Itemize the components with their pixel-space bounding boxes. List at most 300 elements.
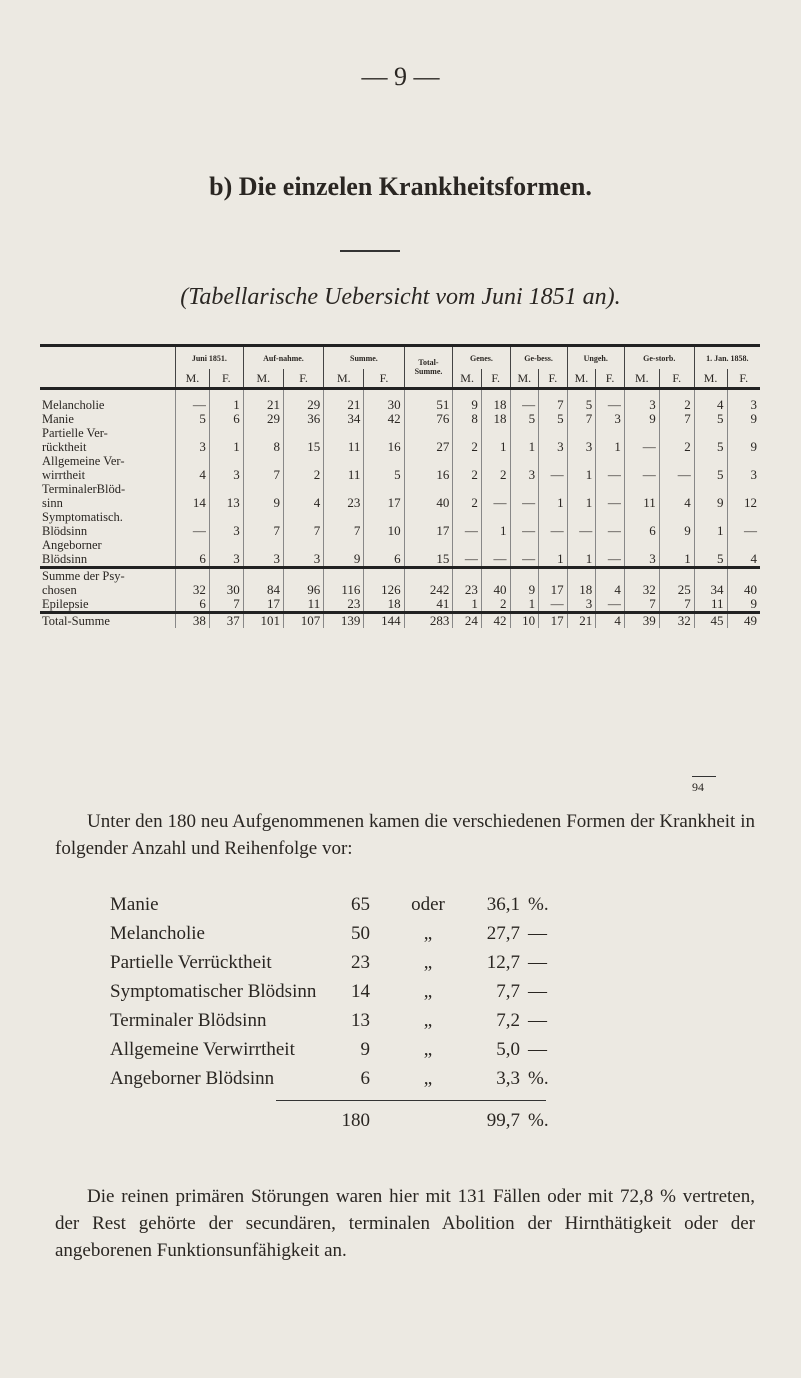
- table-cell: 7: [539, 389, 568, 413]
- table-cell: 2: [453, 440, 482, 454]
- table-cell: —: [727, 524, 760, 538]
- table-cell: [243, 568, 283, 584]
- group-header: Ge-storb.: [624, 346, 694, 370]
- table-cell: 2: [659, 389, 694, 413]
- table-cell: 18: [567, 583, 596, 597]
- form-name: Terminaler Blödsinn: [110, 1010, 267, 1031]
- form-name: Allgemeine Verwirrtheit: [110, 1039, 295, 1060]
- table-cell: —: [453, 552, 482, 568]
- table-cell: 1: [567, 468, 596, 482]
- table-cell: [324, 482, 364, 496]
- table-cell: 84: [243, 583, 283, 597]
- table-cell: [659, 426, 694, 440]
- table-cell: 9: [624, 412, 659, 426]
- table-cell: [243, 482, 283, 496]
- sex-header: M.: [243, 369, 283, 389]
- table-cell: 2: [481, 597, 510, 613]
- table-cell: 21: [243, 389, 283, 413]
- group-header: Ge-bess.: [510, 346, 567, 370]
- table-cell: [453, 454, 482, 468]
- group-header: Auf-nahme.: [243, 346, 323, 370]
- table-cell: [567, 482, 596, 496]
- table-cell: —: [567, 524, 596, 538]
- table-cell: 11: [283, 597, 323, 613]
- sex-header: M.: [453, 369, 482, 389]
- table-cell: 9: [324, 552, 364, 568]
- table-row: [40, 440, 760, 454]
- table-group-header: [40, 346, 760, 370]
- table-cell: [539, 568, 568, 584]
- table-cell: 4: [596, 613, 625, 629]
- table-cell: —: [510, 552, 539, 568]
- row-label: Angeborner: [42, 538, 102, 552]
- group-header: 1. Jan. 1858.: [694, 346, 760, 370]
- table-cell: 32: [176, 583, 210, 597]
- table-cell: 9: [694, 496, 727, 510]
- table-cell: [727, 482, 760, 496]
- table-cell: 5: [510, 412, 539, 426]
- table-cell: 8: [243, 440, 283, 454]
- table-cell: [176, 568, 210, 584]
- unit-mark: —: [528, 1010, 547, 1031]
- form-name: Symptomatischer Blödsinn: [110, 981, 317, 1002]
- table-cell: [283, 454, 323, 468]
- total-percent: 99,7: [486, 1110, 520, 1131]
- table-row: [40, 613, 760, 629]
- table-cell: 7: [659, 412, 694, 426]
- table-cell: [453, 538, 482, 552]
- total-unit: %.: [528, 1110, 549, 1131]
- case-count: 50: [351, 923, 370, 944]
- form-name: Angeborner Blödsinn: [110, 1068, 275, 1089]
- table-cell: 40: [727, 583, 760, 597]
- row-label: Summe der Psy-: [40, 568, 176, 584]
- table-cell: 1: [481, 440, 510, 454]
- connector: oder: [411, 894, 445, 915]
- table-cell: [539, 482, 568, 496]
- table-cell: [176, 538, 210, 552]
- table-cell: [659, 482, 694, 496]
- table-cell: [243, 454, 283, 468]
- table-cell: 12: [727, 496, 760, 510]
- table-cell: 25: [659, 583, 694, 597]
- table-cell: [624, 454, 659, 468]
- group-header: Summe.: [324, 346, 404, 370]
- table-cell: 9: [510, 583, 539, 597]
- table-cell: [727, 510, 760, 524]
- table-cell: 18: [481, 389, 510, 413]
- table-cell: 5: [364, 468, 404, 482]
- table-cell: 1: [694, 524, 727, 538]
- table-cell: [659, 454, 694, 468]
- table-row: [40, 583, 760, 597]
- table-cell: [243, 426, 283, 440]
- table-cell: 51: [404, 389, 453, 413]
- table-cell: [596, 426, 625, 440]
- table-cell: 3: [567, 440, 596, 454]
- percent-value: 3,3: [496, 1068, 520, 1089]
- table-cell: 2: [453, 496, 482, 510]
- table-body: [40, 389, 760, 629]
- table-cell: 7: [243, 468, 283, 482]
- table-row: [40, 510, 760, 524]
- unit-mark: %.: [528, 894, 549, 915]
- case-count: 14: [351, 981, 370, 1002]
- table-cell: 16: [364, 440, 404, 454]
- footnote-value: 94: [692, 780, 704, 794]
- table-cell: [176, 482, 210, 496]
- table-cell: 18: [364, 597, 404, 613]
- table-cell: 18: [481, 412, 510, 426]
- table-cell: [324, 538, 364, 552]
- table-cell: —: [510, 389, 539, 413]
- case-count: 9: [360, 1039, 370, 1060]
- table-cell: 3: [567, 597, 596, 613]
- table-cell: [510, 454, 539, 468]
- table-cell: 17: [364, 496, 404, 510]
- table-cell: 5: [694, 412, 727, 426]
- table-cell: —: [539, 468, 568, 482]
- table-cell: [510, 568, 539, 584]
- row-label: Blödsinn: [42, 524, 88, 538]
- divider-rule: [340, 250, 400, 252]
- table-cell: 29: [243, 412, 283, 426]
- table-cell: [539, 454, 568, 468]
- table-cell: [596, 510, 625, 524]
- table-cell: [176, 510, 210, 524]
- unit-mark: %.: [528, 1068, 549, 1089]
- table-cell: 9: [727, 597, 760, 613]
- table-cell: 21: [567, 613, 596, 629]
- table-cell: [176, 454, 210, 468]
- table-cell: 40: [404, 496, 453, 510]
- percent-value: 7,2: [496, 1010, 520, 1031]
- incidence-row: [110, 890, 670, 919]
- table-cell: [694, 510, 727, 524]
- table-cell: 6: [209, 412, 243, 426]
- table-cell: 7: [659, 597, 694, 613]
- statistics-table-wrapper: [40, 344, 760, 628]
- table-cell: —: [453, 524, 482, 538]
- table-cell: 7: [324, 524, 364, 538]
- table-cell: 1: [567, 552, 596, 568]
- sex-header: F.: [209, 369, 243, 389]
- connector: „: [423, 952, 433, 973]
- table-cell: 4: [176, 468, 210, 482]
- table-cell: [694, 426, 727, 440]
- table-cell: [481, 568, 510, 584]
- table-cell: 17: [404, 524, 453, 538]
- table-cell: 76: [404, 412, 453, 426]
- table-cell: [453, 568, 482, 584]
- table-cell: 3: [624, 389, 659, 413]
- table-cell: 3: [727, 389, 760, 413]
- table-cell: —: [510, 524, 539, 538]
- row-label: sinn: [42, 496, 63, 510]
- table-cell: 30: [209, 583, 243, 597]
- table-cell: 3: [596, 412, 625, 426]
- table-cell: 96: [283, 583, 323, 597]
- table-cell: 5: [567, 389, 596, 413]
- sex-header: M.: [694, 369, 727, 389]
- table-cell: [539, 510, 568, 524]
- table-cell: 37: [209, 613, 243, 629]
- table-cell: [364, 482, 404, 496]
- incidence-row: [110, 948, 670, 977]
- table-cell: [596, 538, 625, 552]
- table-cell: [404, 482, 453, 496]
- table-row: [40, 389, 760, 413]
- table-cell: 14: [176, 496, 210, 510]
- table-cell: [209, 454, 243, 468]
- percent-value: 27,7: [486, 923, 520, 944]
- table-cell: 11: [324, 440, 364, 454]
- table-cell: 6: [176, 552, 210, 568]
- statistics-table: [40, 344, 760, 628]
- table-cell: 6: [364, 552, 404, 568]
- table-row: [40, 426, 760, 440]
- row-label: wirrtheit: [42, 468, 86, 482]
- table-cell: —: [596, 552, 625, 568]
- table-cell: [624, 538, 659, 552]
- table-cell: 40: [481, 583, 510, 597]
- table-cell: [209, 538, 243, 552]
- connector: „: [423, 1010, 433, 1031]
- table-cell: 3: [510, 468, 539, 482]
- table-cell: 30: [364, 389, 404, 413]
- table-cell: [567, 568, 596, 584]
- table-cell: [694, 482, 727, 496]
- table-cell: 7: [243, 524, 283, 538]
- table-cell: 3: [283, 552, 323, 568]
- table-cell: [283, 510, 323, 524]
- table-cell: 45: [694, 613, 727, 629]
- sex-header: F.: [539, 369, 568, 389]
- table-cell: —: [596, 524, 625, 538]
- table-cell: 1: [453, 597, 482, 613]
- connector: „: [423, 1039, 433, 1060]
- sex-header: M.: [567, 369, 596, 389]
- table-cell: —: [539, 597, 568, 613]
- table-cell: 9: [727, 440, 760, 454]
- table-cell: 4: [727, 552, 760, 568]
- table-cell: 10: [510, 613, 539, 629]
- table-cell: 34: [694, 583, 727, 597]
- table-cell: 13: [209, 496, 243, 510]
- row-label: chosen: [42, 583, 77, 597]
- sex-header: M.: [510, 369, 539, 389]
- group-header: Juni 1851.: [176, 346, 244, 370]
- sex-header: F.: [596, 369, 625, 389]
- table-cell: 3: [539, 440, 568, 454]
- table-cell: 23: [453, 583, 482, 597]
- group-header: Total-Summe.: [404, 346, 453, 389]
- case-count: 6: [360, 1068, 370, 1089]
- table-cell: 3: [209, 552, 243, 568]
- incidence-row: [110, 1035, 670, 1064]
- incidence-total-row: [110, 1106, 670, 1135]
- table-cell: —: [596, 468, 625, 482]
- row-label: TerminalerBlöd-: [42, 482, 126, 496]
- table-cell: [283, 538, 323, 552]
- row-label: Blödsinn: [42, 552, 88, 566]
- sex-header: F.: [364, 369, 404, 389]
- table-cell: —: [176, 389, 210, 413]
- table-cell: [624, 426, 659, 440]
- table-cell: 139: [324, 613, 364, 629]
- table-cell: 15: [404, 552, 453, 568]
- table-cell: 49: [727, 613, 760, 629]
- table-cell: [481, 538, 510, 552]
- table-cell: [510, 538, 539, 552]
- table-cell: [283, 482, 323, 496]
- table-cell: [404, 426, 453, 440]
- form-name: Manie: [110, 894, 159, 915]
- table-cell: 24: [453, 613, 482, 629]
- table-cell: 5: [694, 468, 727, 482]
- table-cell: 10: [364, 524, 404, 538]
- table-cell: [596, 568, 625, 584]
- table-cell: —: [481, 552, 510, 568]
- table-cell: 8: [453, 412, 482, 426]
- table-cell: [510, 482, 539, 496]
- table-cell: [283, 426, 323, 440]
- table-cell: 144: [364, 613, 404, 629]
- table-cell: 3: [624, 552, 659, 568]
- table-cell: [243, 510, 283, 524]
- table-cell: 27: [404, 440, 453, 454]
- table-row: [40, 552, 760, 568]
- connector: „: [423, 1068, 433, 1089]
- table-cell: —: [596, 389, 625, 413]
- table-cell: 7: [624, 597, 659, 613]
- table-cell: [481, 482, 510, 496]
- table-cell: 3: [209, 524, 243, 538]
- table-cell: 38: [176, 613, 210, 629]
- table-cell: 1: [567, 496, 596, 510]
- table-cell: [539, 426, 568, 440]
- table-cell: 15: [283, 440, 323, 454]
- table-cell: [481, 426, 510, 440]
- table-cell: 1: [481, 524, 510, 538]
- table-cell: 9: [659, 524, 694, 538]
- unit-mark: —: [528, 952, 547, 973]
- table-cell: [567, 538, 596, 552]
- table-cell: 39: [624, 613, 659, 629]
- table-cell: [404, 510, 453, 524]
- table-cell: 1: [659, 552, 694, 568]
- label-column-header: [40, 346, 176, 370]
- table-cell: [567, 510, 596, 524]
- table-cell: [364, 568, 404, 584]
- table-cell: [727, 538, 760, 552]
- connector: „: [423, 981, 433, 1002]
- table-cell: [404, 454, 453, 468]
- table-cell: [727, 568, 760, 584]
- table-cell: [624, 482, 659, 496]
- case-count: 65: [351, 894, 370, 915]
- table-cell: [209, 568, 243, 584]
- table-cell: 17: [539, 613, 568, 629]
- table-row: [40, 597, 760, 613]
- row-label: Allgemeine Ver-: [42, 454, 125, 468]
- table-cell: 1: [596, 440, 625, 454]
- page-number: — 9 —: [361, 62, 440, 91]
- table-cell: [727, 426, 760, 440]
- row-label: Symptomatisch.: [42, 510, 123, 524]
- group-header: Ungeh.: [567, 346, 624, 370]
- table-cell: [209, 510, 243, 524]
- table-cell: 11: [624, 496, 659, 510]
- table-cell: 3: [727, 468, 760, 482]
- sex-header: F.: [727, 369, 760, 389]
- table-cell: 126: [364, 583, 404, 597]
- percent-value: 12,7: [486, 952, 520, 973]
- table-cell: 34: [324, 412, 364, 426]
- table-cell: 2: [659, 440, 694, 454]
- table-cell: 3: [209, 468, 243, 482]
- table-cell: [453, 510, 482, 524]
- table-sex-header: [40, 369, 760, 389]
- table-cell: 1: [510, 440, 539, 454]
- table-cell: [283, 568, 323, 584]
- table-cell: 42: [481, 613, 510, 629]
- table-cell: 5: [539, 412, 568, 426]
- table-cell: [404, 568, 453, 584]
- incidence-list: [110, 890, 670, 1093]
- table-cell: 17: [243, 597, 283, 613]
- table-cell: [481, 510, 510, 524]
- table-cell: 5: [176, 412, 210, 426]
- percent-value: 7,7: [496, 981, 520, 1002]
- connector: „: [423, 923, 433, 944]
- table-cell: [596, 482, 625, 496]
- unit-mark: —: [528, 981, 547, 1002]
- table-cell: 4: [283, 496, 323, 510]
- table-cell: —: [596, 496, 625, 510]
- table-cell: 9: [453, 389, 482, 413]
- form-name: Partielle Verrücktheit: [110, 952, 272, 973]
- incidence-row: [110, 977, 670, 1006]
- table-cell: —: [596, 597, 625, 613]
- table-cell: —: [624, 440, 659, 454]
- paragraph-intro: Unter den 180 neu Aufgenommenen kamen die verschiedenen Formen der Krankheit in folgender Anzahl und Reihenfolge vor:: [55, 811, 755, 859]
- table-cell: —: [176, 524, 210, 538]
- table-cell: 32: [624, 583, 659, 597]
- table-cell: [324, 510, 364, 524]
- table-cell: [539, 538, 568, 552]
- table-cell: —: [659, 468, 694, 482]
- table-cell: 2: [453, 468, 482, 482]
- table-cell: [510, 426, 539, 440]
- table-row: [40, 568, 760, 584]
- section-heading: b) Die einzelen Krankheitsformen.: [209, 172, 592, 201]
- table-cell: [481, 454, 510, 468]
- table-row: [40, 454, 760, 468]
- table-footnote-number: [692, 776, 716, 795]
- sex-header: M.: [176, 369, 210, 389]
- table-row: [40, 496, 760, 510]
- table-cell: 4: [659, 496, 694, 510]
- table-cell: [659, 538, 694, 552]
- table-cell: 41: [404, 597, 453, 613]
- table-cell: 7: [567, 412, 596, 426]
- table-cell: 42: [364, 412, 404, 426]
- table-cell: 3: [243, 552, 283, 568]
- table-cell: 2: [481, 468, 510, 482]
- sex-header: F.: [481, 369, 510, 389]
- table-cell: 7: [209, 597, 243, 613]
